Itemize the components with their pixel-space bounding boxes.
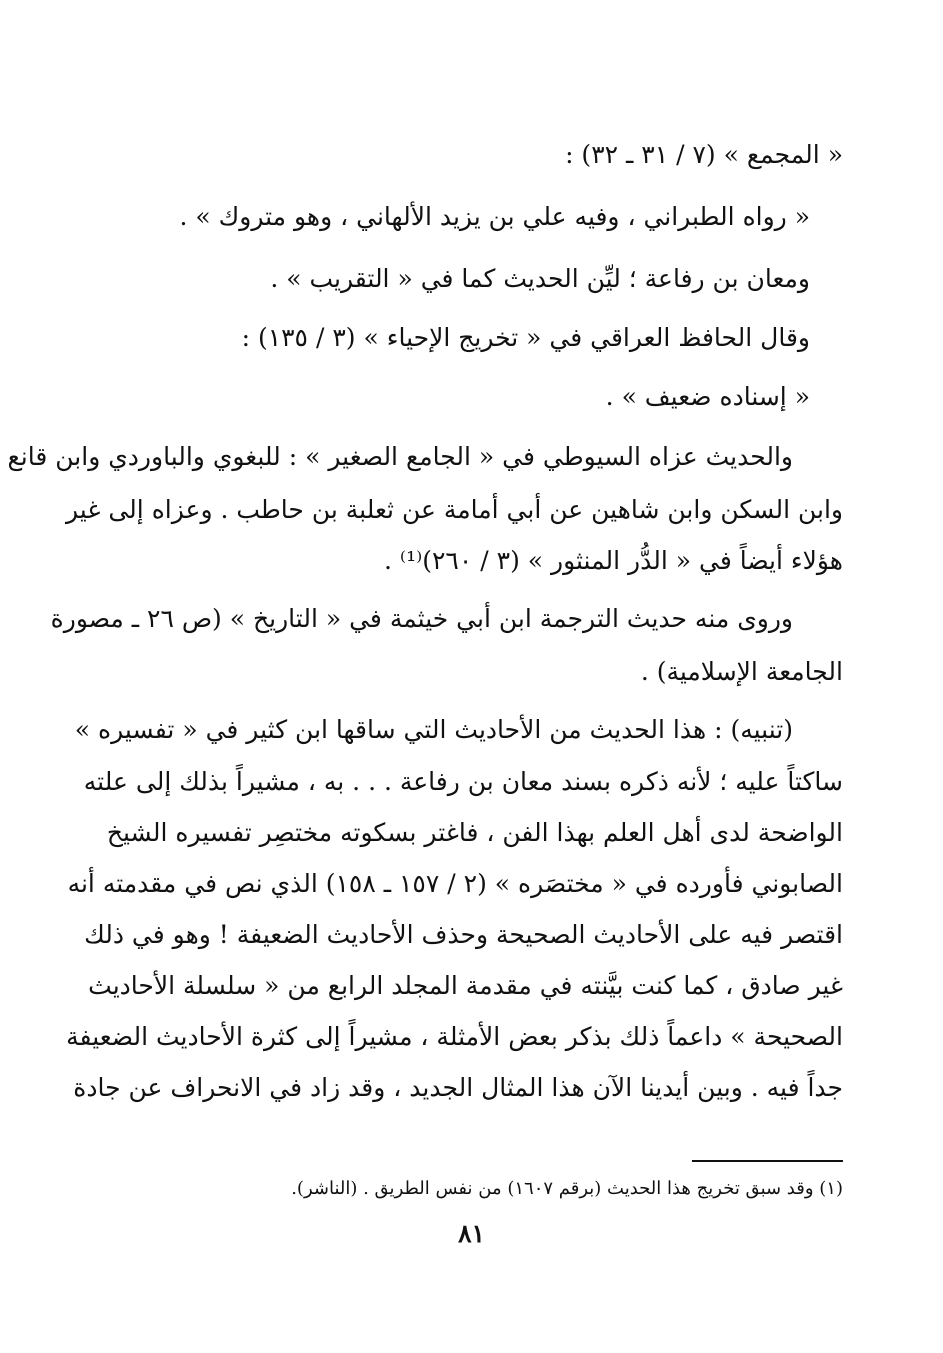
text-line-tanbih-1: (تنبيه) : هذا الحديث من الأحاديث التي ساقها ابن كثير في « تفسيره » bbox=[74, 715, 793, 744]
text-line-tabarani-quote: « رواه الطبراني ، وفيه علي بن يزيد الألهاني ، وهو متروك » . bbox=[179, 202, 810, 231]
page-number: ٨١ bbox=[458, 1219, 485, 1248]
text-line-iraqi-citation: وقال الحافظ العراقي في « تخريج الإحياء » (٣ / ١٣٥) : bbox=[241, 323, 810, 352]
text-line-isnad-daif: « إسناده ضعيف » . bbox=[605, 382, 810, 411]
text-line-tanbih-6: غير صادق ، كما كنت بيَّنته في مقدمة المجلد الرابع من « سلسلة الأحاديث bbox=[88, 971, 843, 1000]
text-line-ibn-abi-khaythama-2: الجامعة الإسلامية) . bbox=[640, 657, 843, 686]
text-line-maan-ibn-rifaa: ومعان بن رفاعة ؛ ليِّن الحديث كما في « التقريب » . bbox=[270, 264, 810, 293]
footnote-1: (١) وقد سبق تخريج هذا الحديث (برقم ١٦٠٧) من نفس الطريق . (الناشر). bbox=[291, 1178, 843, 1199]
text-line-suyuti-3: هؤلاء أيضاً في « الدُّر المنثور » (٣ / ٢٦٠)⁽¹⁾ . bbox=[384, 546, 843, 575]
text-line-tanbih-3: الواضحة لدى أهل العلم بهذا الفن ، فاغتر بسكوته مختصِر تفسيره الشيخ bbox=[106, 818, 843, 847]
text-line-tanbih-2: ساكتاً عليه ؛ لأنه ذكره بسند معان بن رفاعة . . . به ، مشيراً بذلك إلى علته bbox=[83, 767, 843, 796]
text-line-tanbih-7: الصحيحة » داعماً ذلك بذكر بعض الأمثلة ، مشيراً إلى كثرة الأحاديث الضعيفة bbox=[66, 1022, 843, 1051]
text-line-ibn-abi-khaythama-1: وروى منه حديث الترجمة ابن أبي خيثمة في « التاريخ » (ص ٢٦ ـ مصورة bbox=[50, 604, 793, 633]
text-line-majma-citation: « المجمع » (٧ / ٣١ ـ ٣٢) : bbox=[565, 140, 843, 169]
text-line-tanbih-8: جداً فيه . وبين أيدينا الآن هذا المثال الجديد ، وقد زاد في الانحراف عن جادة bbox=[73, 1073, 843, 1102]
text-line-tanbih-5: اقتصر فيه على الأحاديث الصحيحة وحذف الأحاديث الضعيفة ! وهو في ذلك bbox=[84, 920, 843, 949]
text-line-suyuti-2: وابن السكن وابن شاهين عن أبي أمامة عن ثعلبة بن حاطب . وعزاه إلى غير bbox=[65, 495, 843, 524]
text-line-suyuti-1: والحديث عزاه السيوطي في « الجامع الصغير » : للبغوي والباوردي وابن قانع bbox=[7, 442, 793, 471]
text-line-tanbih-4: الصابوني فأورده في « مختصَره » (٢ / ١٥٧ ـ ١٥٨) الذي نص في مقدمته أنه bbox=[67, 869, 843, 898]
footnote-separator bbox=[692, 1160, 843, 1162]
